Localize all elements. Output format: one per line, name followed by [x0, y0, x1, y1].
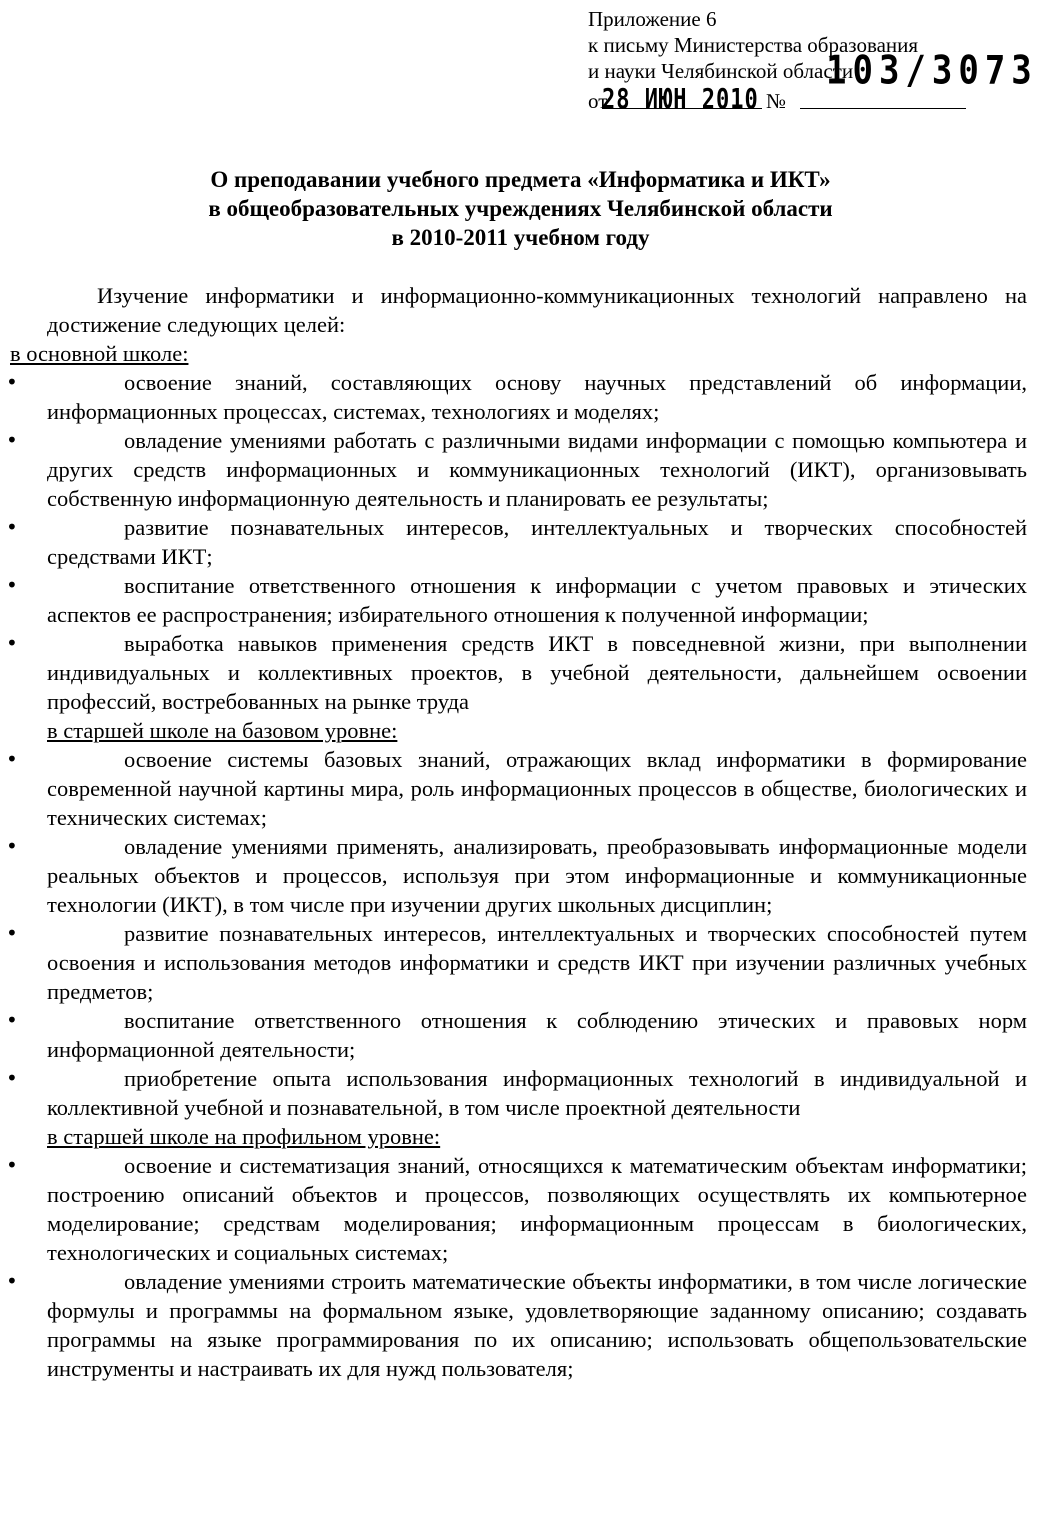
list-item	[0, 1006, 1041, 1064]
list-item-text: овладение умениями применять, анализировать, преобразовывать информационные модели реальных объектов и процессов, используя при этом информационные и коммуникационные технологии (ИКТ), в том числе при изучении других школьных дисциплин;	[47, 834, 1027, 917]
bullet-icon: •	[6, 1269, 18, 1293]
list-item	[0, 1064, 1041, 1122]
list-item	[0, 1267, 1041, 1383]
document-title	[0, 165, 1041, 252]
appendix-line: к письму Министерства образования	[588, 33, 919, 57]
section-heading-senior-profile: в старшей школе на профильном уровне:	[47, 1124, 441, 1149]
list-item	[0, 745, 1041, 832]
title-line: О преподавании учебного предмета «Информатика и ИКТ»	[210, 167, 831, 192]
number-label: №	[766, 89, 787, 113]
list-item-text: овладение умениями строить математические объекты информатики, в том числе логические формулы и программы на формальном языке, удовлетворяющие заданному описанию; создавать программы на языке программирования по их описанию; использовать общепользовательские инструменты и настраивать их для нужд пользователя;	[47, 1269, 1027, 1381]
bullet-icon: •	[6, 631, 18, 655]
list-item	[0, 832, 1041, 919]
title-line: в 2010-2011 учебном году	[391, 225, 650, 250]
intro-paragraph: Изучение информатики и информационно-коммуникационных технологий направлено на достижение следующих целей:	[47, 283, 1027, 337]
list-item	[0, 571, 1041, 629]
bullet-icon: •	[6, 515, 18, 539]
section-heading-basic-school: в основной школе:	[10, 341, 189, 366]
bullet-icon: •	[6, 573, 18, 597]
bullet-icon: •	[6, 428, 18, 452]
list-item	[0, 629, 1041, 716]
title-line: в общеобразовательных учреждениях Челябинской области	[208, 196, 833, 221]
document-body	[0, 281, 1041, 1383]
list-item-text: развитие познавательных интересов, интеллектуальных и творческих способностей путем освоения и использования методов информатики и средств ИКТ при изучении различных учебных предметов;	[47, 921, 1027, 1004]
bullet-icon: •	[6, 1066, 18, 1090]
letter-date: 28 ИЮН 2010	[602, 84, 759, 116]
bullet-icon: •	[6, 834, 18, 858]
number-underline	[800, 108, 966, 109]
list-item-text: развитие познавательных интересов, интеллектуальных и творческих способностей средствами ИКТ;	[47, 515, 1027, 569]
appendix-line: Приложение 6	[588, 7, 717, 31]
letter-number: 103/3073	[826, 47, 1038, 94]
appendix-line: и науки Челябинской области	[588, 59, 854, 83]
bullet-icon: •	[6, 1008, 18, 1032]
list-item-text: овладение умениями работать с различными видами информации с помощью компьютера и других средств информационных и коммуникационных технологий (ИКТ), организовывать собственную информационную деятельность и планировать ее результаты;	[47, 428, 1027, 511]
date-prefix: от	[588, 89, 608, 113]
list-item-text: освоение знаний, составляющих основу научных представлений об информации, информационных процессах, системах, технологиях и моделях;	[47, 370, 1027, 424]
bullet-icon: •	[6, 747, 18, 771]
list-item	[0, 426, 1041, 513]
list-item-text: освоение системы базовых знаний, отражающих вклад информатики в формирование современной научной картины мира, роль информационных процессов в обществе, биологических и технических системах;	[47, 747, 1027, 830]
list-item-text: воспитание ответственного отношения к информации с учетом правовых и этических аспектов ее распространения; избирательного отношения к полученной информации;	[47, 573, 1027, 627]
list-item-text: освоение и систематизация знаний, относящихся к математическим объектам информатики; построению описаний объектов и процессов, позволяющих осуществлять их компьютерное моделирование; средствам моделирования; информационным процессам в биологических, технологических и социальных системах;	[47, 1153, 1027, 1265]
appendix-block	[588, 6, 1038, 116]
list-item	[0, 513, 1041, 571]
list-item	[0, 1151, 1041, 1267]
section-heading-senior-basic: в старшей школе на базовом уровне:	[47, 718, 398, 743]
bullet-icon: •	[6, 370, 18, 394]
list-item-text: приобретение опыта использования информационных технологий в индивидуальной и коллективной учебной и познавательной, в том числе проектной деятельности	[47, 1066, 1027, 1120]
bullet-icon: •	[6, 1153, 18, 1177]
list-item	[0, 919, 1041, 1006]
list-item	[0, 368, 1041, 426]
bullet-icon: •	[6, 921, 18, 945]
list-item-text: выработка навыков применения средств ИКТ в повседневной жизни, при выполнении индивидуальных и коллективных проектов, в учебной деятельности, дальнейшем освоении профессий, востребованных на рынке труда	[47, 631, 1027, 714]
list-item-text: воспитание ответственного отношения к соблюдению этических и правовых норм информационной деятельности;	[47, 1008, 1027, 1062]
date-underline	[602, 108, 762, 109]
